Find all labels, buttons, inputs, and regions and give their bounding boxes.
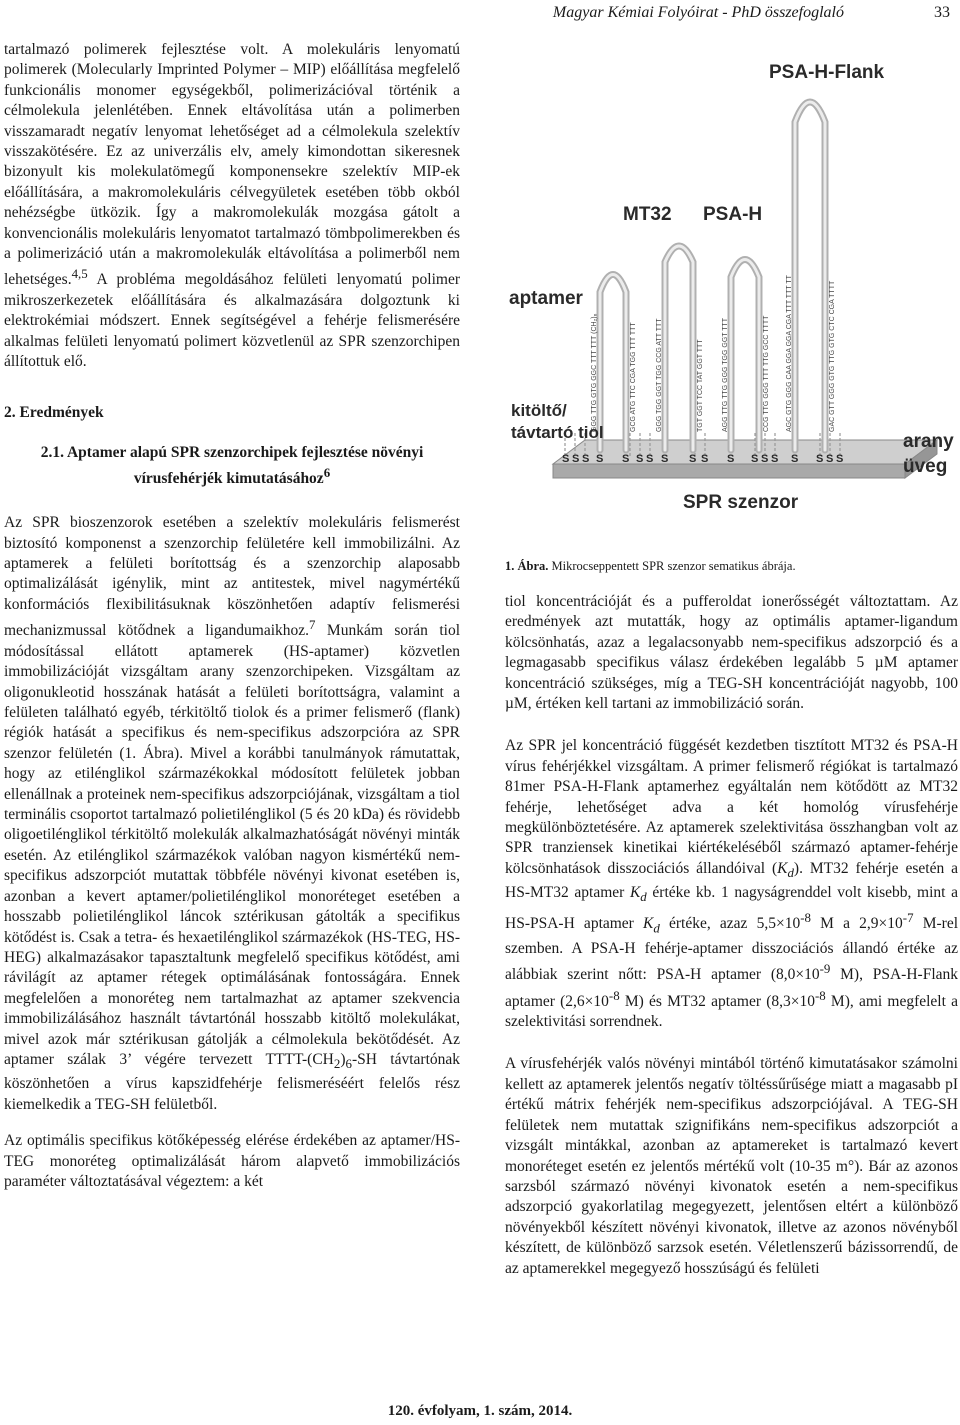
left-column <box>4 40 460 1208</box>
glass-slab-front <box>553 464 905 478</box>
page-header <box>0 4 960 28</box>
label-spr-sensor: SPR szenzor <box>683 492 799 512</box>
page-footer: 120. évfolyam, 1. szám, 2014. <box>387 1403 573 1419</box>
svg-text:S: S <box>751 453 759 465</box>
svg-text:S: S <box>836 453 844 465</box>
svg-text:S: S <box>562 453 570 465</box>
paragraph-plant-samples: A vírusfehérjék valós növényi mintából történő kimutatásakor számolni kellett az aptamerek jelentős negatív töltéssűrűsége miatt a magasabb pI értékű mátrix fehérjék nem-specifikus adszorpciójával. A TEG-SH felületek nem mutattak szignifikáns nem-specifikus adszorpciót a vizsgált mintákkal, azonban az aptamereket is tartalmazó kevert monoréteget esetén ez jelentős mértékű volt (10-35 m°). Bár az azonos sarzsból származó növényi kivonatok esetén a nem-specifikus adszorpció gyakorlatilag megegyezett, jelentősen eltért a különböző növényekből készített növényi kivonatok, illetve az azonos növényből készített, de különböző sarzsok esetén. Véletlenszerű bázissorrendű, de az aptamerekkel megegyező hosszúságú és felületi <box>505 1055 958 1277</box>
svg-text:S: S <box>661 453 669 465</box>
svg-text:S: S <box>761 453 769 465</box>
paragraph-intro: tartalmazó polimerek fejlesztése volt. A molekuláris lenyomatú polimerek (Molecularly Imprinted Polymer – MIP) előállítása megfelelő funkcionális monomer egységekből, polimerizációval történik a célmolekula jelenlétében. Ennek eltávolítása után a polimerben visszamaradt negatív lenyomat lehetőséget ad a célmolekula szelektív visszakötésére. Ez az univerzális elv, amely kimondottan sikeresnek bizonyult kis molekulatömegű komponensekre szelektív MIP-ek előállítására, a makromolekuláris célvegyületek esetében több okból nehézségbe ütközik. Így a makromolekulák mozgása gátolt a konvencionális molekuláris lenyomatot tartalmazó tömbpolimerekben és a polimerizáció után a makromolekulák eltávolítása a polimerből nem lehetséges.$^{4,5}$ A probléma megoldásához felületi lenyomatú polimer mikroszerkezetek előállítására és alkalmazására dolgoztunk ki elektrokémiai módszert. Ennek segítségével a fehérje felismerésére alkalmas felületi lenyomatú polimert közvetlenül az SPR szenzorchipen állítottuk elő. <box>4 41 460 371</box>
aptamer-mt32-hairpin-2 <box>665 246 693 450</box>
figure-spr-sensor <box>505 52 957 512</box>
svg-text:S: S <box>727 453 735 465</box>
svg-text:GGG TTG GTG GGC TTT TTT (CH₂)₆: GGG TTG GTG GGC TTT TTT (CH₂)₆ <box>591 313 598 432</box>
label-psa-h: PSA-H <box>703 204 763 225</box>
label-mt32: MT32 <box>623 204 672 225</box>
svg-text:CCG TTG GGG TTT TTG GCC TTTT: CCG TTG GGG TTT TTG GCC TTTT <box>763 315 770 432</box>
label-filler-2: távtartó tiol <box>511 423 604 442</box>
svg-text:S: S <box>689 453 697 465</box>
paragraph-kd-values: Az SPR jel koncentráció függését kezdetben tisztított MT32 és PSA-H vírus fehérjékkel vizsgáltam. A primer felismerő régiókat is tartalmazó 81mer PSA-H-Flank aptamerhez egyáltalán nem kötődött az MT32 fehérje, lehetőséget adva a két homológ vírusfehérje megkülönböztetésére. Az aptamerek szelektivitása összhangban volt az SPR tranziensek kinetikai kiértékeléséből származó aptamer-fehérje kölcsönhatások disszociációs állandóival $(K_d)$. MT32 fehérje esetén a HS-MT32 aptamer $K_d$ értéke kb. 1 nagyságrenddel volt kisebb, mint a HS-PSA-H aptamer $K_d$ értéke, azaz $5,5\times 10^{-8}$ M a $2,9\times 10^{-7}$ M-rel szemben. A PSA-H fehérje-aptamer disszociációs állandó értéke az alábbiak szerint nőtt: PSA-H aptamer ($8,0\times 10^{-9}$ M), PSA-H-Flank aptamer ($2,6\times 10^{-8}$ M) és MT32 aptamer ($8,3\times 10^{-8}$ M), ami megfelelt a szelektivitási sorrendnek. <box>505 737 959 1031</box>
spr-sensor-diagram <box>505 52 957 512</box>
label-filler-1: kitöltő/ <box>511 401 567 420</box>
svg-text:TGT GGT TCC TAT GGT TTT: TGT GGT TCC TAT GGT TTT <box>697 339 704 432</box>
page-number: 33 <box>934 4 950 21</box>
svg-text:GAC GTT GGG GTG TTG GTG CTC CG: GAC GTT GGG GTG TTG GTG CTC CGA TTTT <box>829 280 836 432</box>
svg-text:S: S <box>596 453 604 465</box>
gold-surface <box>553 440 937 464</box>
svg-text:S: S <box>636 453 644 465</box>
svg-text:S: S <box>622 453 630 465</box>
svg-text:S: S <box>791 453 799 465</box>
svg-text:S: S <box>582 453 590 465</box>
aptamer-mt32-hairpin <box>600 275 626 451</box>
svg-text:GCG ATG TTC CGA TGG TTT TTT: GCG ATG TTC CGA TGG TTT TTT <box>630 322 637 432</box>
svg-text:S: S <box>826 453 834 465</box>
journal-title: Magyar Kémiai Folyóirat - PhD összefoglaló <box>552 4 844 21</box>
label-psa-h-flank: PSA-H-Flank <box>769 62 885 83</box>
paragraph-concentration: tiol koncentrációját és a pufferoldat ionerősségét változtattam. Az eredmények azt mutatták, hogy az optimális aptamer-ligandum kölcsönhatás, azaz a legalacsonyabb nem-specifikus adszorpció és a legmagasabb specifikus válasz érdekében legalább 5 µM aptamer koncentráció szükséges, míg a TEG-SH koncentrációját nagyobb, 100 µM, értéken kell tartani az immobilizáció során. <box>505 593 958 713</box>
svg-text:AGG TTG TTG GGG TGG GGT TTT: AGG TTG TTG GGG TGG GGT TTT <box>722 317 729 432</box>
aptamer-psa-h-flank-hairpin <box>795 102 825 450</box>
aptamer-psa-h-hairpin <box>731 260 759 451</box>
svg-text:S: S <box>701 453 709 465</box>
section-heading: 2. Eredmények <box>4 403 104 421</box>
svg-text:S: S <box>816 453 824 465</box>
label-aptamer: aptamer <box>509 288 583 309</box>
svg-text:S: S <box>771 453 779 465</box>
caption-text: Mikrocseppentett SPR szenzor sematikus ábrája. <box>551 559 796 573</box>
label-glass: üveg <box>903 456 948 477</box>
svg-text:GGG TGG GGT TGG CCG ATT TTT: GGG TGG GGT TGG CCG ATT TTT <box>656 318 663 432</box>
figure-caption <box>505 559 796 574</box>
label-gold: arany <box>903 431 954 452</box>
svg-text:S: S <box>572 453 580 465</box>
caption-label: 1. Ábra. <box>505 559 549 573</box>
right-column <box>505 592 958 1295</box>
subsection-heading: 2.1. Aptamer alapú SPR szenzorchipek fejlesztése növényi vírusfehérjék kimutatásához$^6$ <box>40 444 424 488</box>
paragraph-aptamer: Az SPR bioszenzorok esetében a szelektív molekuláris felismerést biztosító komponenst a szenzorchip felületére kell immobilizálni. Az aptamerek a felületi borítottság és a szenzorchip alaposabb optimalizálását igénylik, mint az antitestek, mivel nagymértékű konformációs flexibilitásuknak köszönhetően adaptív felismerési mechanizmussal kötődnek a ligandumaikhoz.$^7$ Munkám során tiol módosítással ellátott aptamerek (HS-aptamer) közvetlen immobilizációját vizsgáltam arany szenzorchipeken. Vizsgáltam az oligonukleotid hosszának hatását a felületi borítottságra, valamint a felületen található egyéb, térkitöltő tiolok és a primer felismerő (flank) régiók hatását a specifikus és nem-specifikus adszorpcióra az SPR szenzor felületén (1. Ábra). Mivel a korábbi tanulmányok rámutattak, hogy az etilénglikol származékokkal módosított felületek jobban ellenállnak a proteinek nem-specifikus adszorpciójának, vizsgáltam a tiol terminális csoportot tartalmazó polietilénglikol (5 és 20 kDa) és rövidebb oligoetilénglikol térkitöltő molekulák alkalmazhatóságát növényi minták esetén. Az etilénglikol származékok valóban nagyon kismértékű nem-specifikus adszorpciót mutattak többféle növényi kivonat esetében is, azonban a kevert aptamer/polietilénglikol monoréteget esetében a hosszabb polietilénglikol láncok sztérikusan gátolták a specifikus kötődést is. Csak a tetra- és hexaetilénglikol származékok (HS-TEG, HS-HEG) alkalmazásakor tapasztaltunk megfelelő specifikus kötődést, ami rávilágít az aptamer rétegek optimálásának fontosságára. Ennek megfelelően a monoréteg nem tartalmazhat az aptamer szekvencia immobilizálásához használt távtartónál hosszabb kitöltő molekulákat, mivel azok már sztérikusan gátolják a célmolekula bekötődését. Az aptamer szálak 3’ végére tervezett TTTT-$(CH_2)_6-SH$ távtartónak köszönhetően a vírus kapszidfehérje felismeréséért felelős rész kiemelkedik a TEG-SH felületből. <box>4 514 461 1113</box>
svg-text:AGC GTG GGG CAA GGA GGA CGA TT: AGC GTG GGG CAA GGA GGA CGA TTT TTT TT <box>786 275 793 432</box>
svg-text:S: S <box>646 453 654 465</box>
paragraph-optimization: Az optimális specifikus kötőképesség elérése érdekében az aptamer/HS-TEG monoréteg optimalizálását három alapvető immobilizációs paraméter változtatásával végeztem: a két <box>4 1132 460 1191</box>
